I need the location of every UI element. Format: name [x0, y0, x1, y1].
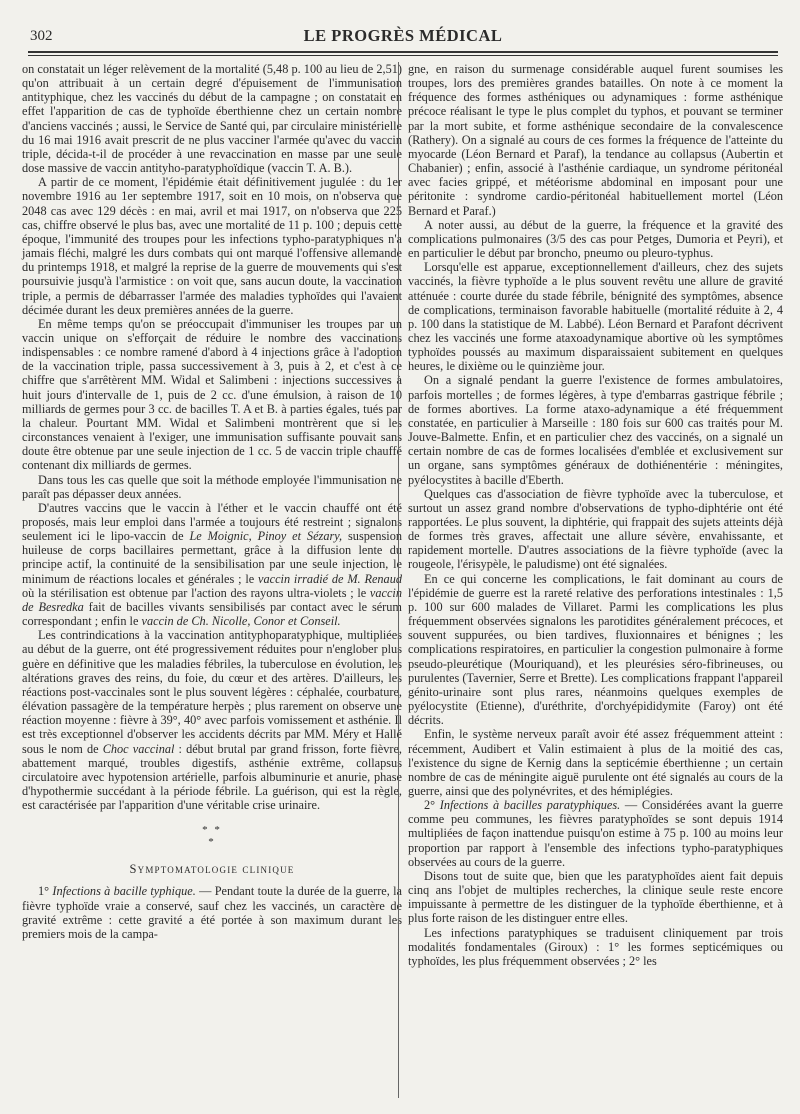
paragraph: Enfin, le système nerveux paraît avoir été assez fréquemment atteint : récemment, Audibert et Valin estimaient à plus de la moitié des cas, l'existence du signe de Kernig dans la septicémie éberthienne ; un certain nombre de cas de méningite aiguë purulente ont été signalés au cours de la guerre, ainsi que des polynévrites, et des hémiplégies. [408, 727, 783, 798]
italic-run: vaccin de Besredka [22, 585, 402, 614]
text-run: Les contrindications à la vaccination antityphoparatyphique, multipliées au début de la guerre, ont été progressivement réduites pour n'englober plus guère en définitive que les maladies fébriles, la tuberculose en évolution, les altérations graves des reins, du foie, du cœur et des artères. D'ailleurs, les réactions post-vaccinales sont le plus souvent légères : céphalée, courbature, élévation passagère de la température herpès ; plus rarement on observe une réaction moyenne : fièvre à 39°, 40° avec parfois vomissement et asthénie. Il est très exceptionnel d'observer les accidents décrits par MM. Méry et Hallé sous le nom de [22, 628, 402, 756]
text-run: où la stérilisation est obtenue par l'action des rayons ultra-violets ; le [22, 585, 370, 600]
text-run: : début brutal par grand frisson, forte fièvre, abattement marqué, troubles digestifs, asthénie extrême, collapsus circulatoire avec hypotension artérielle, parfois albuminurie et anurie, phase d'hypothermie succédant à la période fébrile. La guérison, qui est la règle, est caractérisée par l'apparition d'une véritable crise urinaire. [22, 741, 402, 813]
section-asterism: * * * [202, 824, 222, 849]
paragraph: Lorsqu'elle est apparue, exceptionnellement d'ailleurs, chez des sujets vaccinés, la fièvre typhoïde a le plus souvent revêtu une allure de gravité atténuée : courte durée du stade fébrile, bénignité des symptômes, absence de complications, terminaison favorable habituelle (mortalité réduite à 2, 4 p. 100 dans la statistique de M. Labbé). Léon Bernard et Parafont décrivent chez les vaccinés une forme ataxoadynamique abortive où les symptômes typhoïdes poussés au maximum disparaissaient subitement en quelques heures, le dixième ou le quinzième jour. [408, 260, 783, 374]
paragraph: A noter aussi, au début de la guerre, la fréquence et la gravité des complications pulmonaires (3/5 des cas pour Petges, Dumoria et Peyri), et en particulier le début par broncho, pneumo ou pleuro-typhus. [408, 217, 783, 261]
page-header [28, 26, 778, 50]
header-rule-thin [28, 55, 778, 56]
section-heading: Symptomatologie clinique [129, 862, 295, 877]
italic-run: Infections à bacille typhique. [52, 884, 196, 899]
column-divider [398, 62, 399, 1098]
paragraph: on constatait un léger relèvement de la mortalité (5,48 p. 100 au lieu de 2,51) qu'on attribuait à un certain degré d'épuisement de l'immunisation antityphique, chez les vaccinés du début de la campagne ; on constatait en effet l'apparition de cas de typhoïde éberthienne chez un certain nombre d'anciens vaccinés ; aussi, le Service de Santé qui, par circulaire ministérielle du 16 mai 1916 avait prescrit de ne plus vacciner l'armée qu'avec du vaccin triple, décida-t-il de procéder à une revaccination en masse par une seule dose massive de vaccin antityho-paratyphoïdique (vaccin T. A. B.). [22, 62, 402, 176]
journal-title: LE PROGRÈS MÉDICAL [303, 26, 503, 45]
left-column [22, 62, 402, 941]
text-run: D'autres vaccins que le vaccin à l'éther et le vaccin chauffé ont été proposés, mais leur emploi dans l'armée a toujours été restreint ; signalons seulement ici le lipo-vaccin de [22, 500, 402, 544]
header-rule-thick [28, 51, 778, 53]
paragraph [22, 628, 402, 812]
paragraph: gne, en raison du surmenage considérable auquel furent soumises les troupes, lors des premières grandes batailles. On note à ce moment la fréquence des formes asthéniques ou adynamiques : forme asthénique précoce réalisant le type le plus complet du typhos, et pouvant se terminer par la mort subite, et forme asthénique secondaire de la convalescence (Rathery). On a signalé au cours de ces formes la fréquence de l'atteinte du myocarde (Léon Bernard et Paraf), la tendance au collapsus (Aubertin et Chabanier) ; enfin, associé à l'asthénie cardiaque, un syndrome péritonéal avec facies grippé, et météorisme abdominal en imposant pour une péritonite : syndrome cardio-péritonéal habituellement mortel (Léon Bernard et Paraf.) [408, 62, 783, 218]
text-run: fait de bacilles vivants sensibilisés par contact avec le sérum correspondant ; enfin le [22, 599, 402, 629]
paragraph [408, 798, 783, 869]
italic-run: Infections à bacilles paratyphiques. [439, 798, 621, 813]
italic-run: Choc vaccinal [102, 741, 175, 756]
paragraph: Disons tout de suite que, bien que les paratyphoïdes aient fait depuis cinq ans l'objet de multiples recherches, la clinique seule reste encore impuissante à permettre de les distinguer de la typhoïde éberthienne, et à plus forte raison de les distinguer entre elles. [408, 868, 783, 926]
italic-run: Le Moignic, Pinoy et Sézary, [189, 529, 343, 544]
page-number: 302 [30, 28, 53, 44]
italic-run: vaccin irradié de M. Renaud [258, 571, 403, 586]
text-run: 2° [424, 798, 440, 813]
text-run: — Considérées avant la guerre comme peu communes, les fièvres paratyphoïdes se sont depuis 1914 multipliées de façon inattendue puisqu'on estime à 75 p. 100 au moins leur proportion par rapport à l'ensemble des infections typho-paratyphiques observées au cours de la guerre. [408, 798, 783, 869]
paragraph: Les infections paratyphiques se traduisent cliniquement par trois modalités fondamentales (Giroux) : 1° les formes septicémiques ou typhoïdes, les plus fréquemment observées ; 2° les [408, 925, 783, 968]
paragraph: On a signalé pendant la guerre l'existence de formes ambulatoires, parfois mortelles ; de formes légères, à type d'embarras gastrique fébrile ; de formes abortives. La forme ataxo-adynamique a été fréquemment constatée, en particulier à Marseille : 180 fois sur 600 cas traités pour M. Jouve-Balmette. Enfin, et en particulier chez des vaccinés, on a signalé un certain nombre de cas de formes localisées d'emblée et exclusivement sur un organe, sans symptômes généraux de dothiénentérie : méningites, pyélocystites à bacille d'Eberth. [408, 373, 783, 487]
right-column [408, 62, 783, 968]
text-run: suspension huileuse de corps bacillaires permettant, grâce à la diffusion lente du principe actif, la continuité de la sensibilisation par une seule injection, le minimum de réactions locales et générales ; le [22, 529, 402, 586]
text-run: 1° [38, 884, 53, 899]
paragraph: A partir de ce moment, l'épidémie était définitivement jugulée : du 1er novembre 1916 au 1er septembre 1917, soit en 10 mois, on n'observa que 2048 cas avec 129 décès : en mai, avril et mai 1917, on n'observa que 225 cas, chiffre observé le plus bas, avec une mortalité de 11 p. 100 ; depuis cette époque, l'immunité des troupes pour les infections typho-paratyphiques n'a jamais fléchi, malgré les durs combats qui ont marqué l'offensive allemande du printemps 1918, et malgré la reprise de la guerre de mouvements qui s'est poursuivie jusqu'à l'armistice : on voit que, sans aucun doute, la vaccination triple, a permis de débarrasser l'armée des maladies typhoïdes qui l'avaient décimée durant les deux premières années de la guerre. [22, 175, 402, 317]
text-run: — Pendant toute la durée de la guerre, la fièvre typhoïde vraie a conservé, sauf chez les vaccinés, un caractère de gravité extrême : cette gravité a été portée à son maximum durant les premiers mois de la campa- [22, 884, 403, 941]
paragraph [22, 884, 402, 941]
paragraph: Dans tous les cas quelle que soit la méthode employée l'immunisation ne paraît pas dépasser deux années. [22, 472, 402, 501]
paragraph: Quelques cas d'association de fièvre typhoïde avec la tuberculose, et surtout un assez grand nombre d'observations de typho-diphtérie ont été rapportées. Le plus souvent, la diphtérie, qui frappait des sujets atteints déjà de formes très graves, affectait une allure sévère, envahissante, et rapidement mortelle. D'autres associations de la fièvre typhoïde (avec la rougeole, l'érisypèle, le paludisme) ont été signalées. [408, 486, 783, 572]
italic-run: vaccin de Ch. Nicolle, Conor et Conseil. [141, 614, 341, 629]
paragraph: En même temps qu'on se préoccupait d'immuniser les troupes par un vaccin unique on s'efforçait de réduire le nombre des vaccinations indispensables : ce nombre ramené d'abord à 4 injections grâce à l'adoption de la vaccination triple, passa successivement à 3, puis à 2, et c'est à ce chiffre que s'arrêtèrent MM. Widal et Salimbeni : injections successives à huit jours d'intervalle de 1, puis de 2 cc. d'une émulsion, à raison de 10 milliards de germes pour 3 cc. de bacilles T. A et B. à parties égales, tués par la chaleur. Pourtant MM. Widal et Salimbeni montrèrent que si les circonstances venaient à l'exiger, une immunisation suffisante pouvait sans doute être obtenue par une seule injection de 1 cc. 5 de vaccin triple chauffé contenant dix milliards de germes. [22, 316, 402, 473]
paragraph [22, 501, 402, 628]
paragraph: En ce qui concerne les complications, le fait dominant au cours de l'épidémie de guerre est la rareté relative des perforations intestinales : 1,5 p. 100 sur 600 malades de Villaret. Parmi les complications les plus fréquemment observées signalons les parotidites généralement précoces, et souvent suppurées, ou bien tardives, fluxionnaires et bénignes ; les complications respiratoires, en particulier la congestion pulmonaire à forme pseudo-pleurétique (Mouriquand), et les pleurésies séro-fibrineuses, ou purulentes (Tavernier, Serre et Brette). Les complications frappant l'appareil génito-urinaire sont plus rares, néanmoins quelques exemples de pyélocystite (Etienne), d'uréthrite, d'orchyépididymite (Faroy) ont été décrits. [408, 571, 783, 728]
